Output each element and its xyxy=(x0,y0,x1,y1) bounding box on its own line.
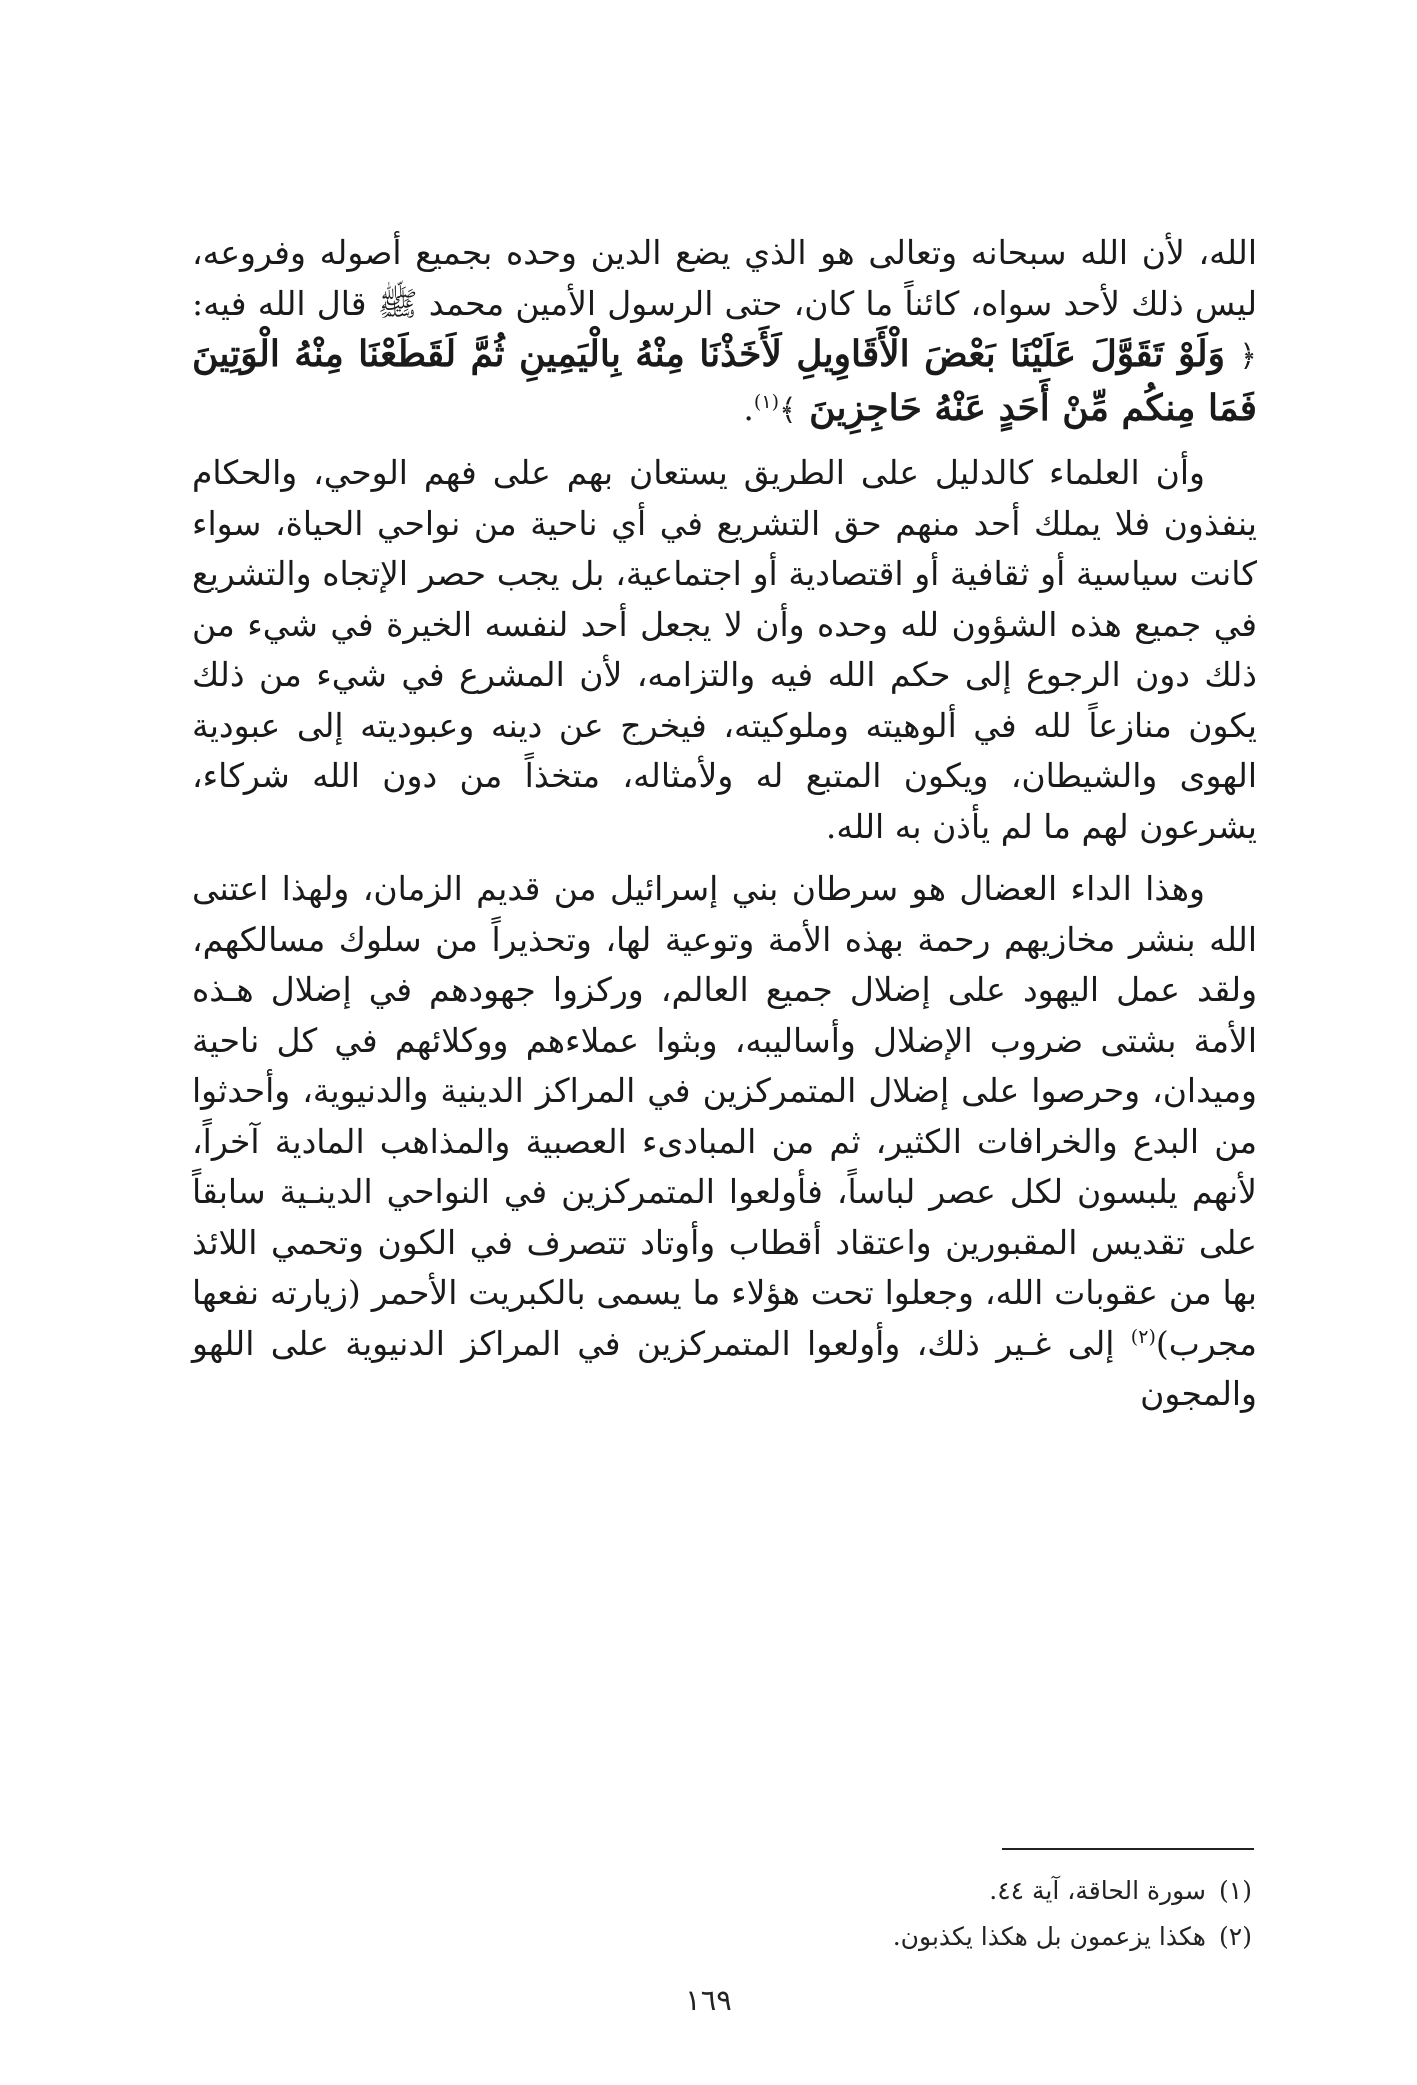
footnote-1 xyxy=(600,1868,1252,1914)
footnote-1-text: سورة الحاقة، آية ٤٤. xyxy=(989,1876,1206,1905)
footnotes xyxy=(600,1868,1252,1960)
footnote-divider xyxy=(1002,1848,1254,1850)
footnote-1-number: (١) xyxy=(1219,1876,1252,1905)
paragraph-2: وأن العلماء كالدليل على الطريق يستعان بهم على فهم الوحي، والحكام ينفذون فلا يملك أحد منهم حق التشريع في أي ناحية من نواحي الحياة، سواء كانت سياسية أو ثقافية أو اقتصادية أو اجتماعية، بل يجب حصر الإتجاه والتشريع في جميع هذه الشؤون لله وحده وأن لا يجعل أحد لنفسه الخيرة في شيء من ذلك دون الرجوع إلى حكم الله فيه والتزامه، لأن المشرع في شيء من ذلك يكون منازعاً لله في ألوهيته وملوكيته، فيخرج عن دينه وعبوديته إلى عبودية الهوى والشيطان، ويكون المتبع له ولأمثاله، متخذاً من دون الله شركاء، يشرعون لهم ما لم يأذن به الله. xyxy=(192,453,1257,846)
paragraph-1-end: . xyxy=(743,388,754,428)
paragraph-3 xyxy=(192,864,1257,1420)
paragraph-1-text: الله، لأن الله سبحانه وتعالى هو الذي يضع الدين وحده بجميع أصوله وفروعه، ليس ذلك لأحد سواه، كائناً ما كان، حتى الرسول الأمين محمد ﷺ قال الله فيه: xyxy=(192,233,1257,323)
footnote-2-number: (٢) xyxy=(1219,1922,1252,1951)
footnote-2-text: هكذا يزعمون بل هكذا يكذبون. xyxy=(892,1922,1206,1951)
body-text xyxy=(192,228,1257,1420)
paragraph-3-end: إلى غـير ذلك، وأولعوا المتمركزين في المراكز الدنيوية على اللهو والمجون xyxy=(192,1323,1257,1413)
paragraph-3-text: وهذا الداء العضال هو سرطان بني إسرائيل من قديم الزمان، ولهذا اعتنى الله بنشر مخازيهم رحمة بهذه الأمة وتوعية لها، وتحذيراً من سلوك مسالكهم، ولقد عمل اليهود على إضلال جميع العالم، وركزوا جهودهم في إضلال هـذه الأمة بشتى ضروب الإضلال وأساليبه، وبثوا عملاءهم ووكلائهم في كل ناحية وميدان، وحرصوا على إضلال المتمركزين في المراكز الدينية والدنيوية، وأحدثوا من البدع والخرافات الكثير، ثم من المبادىء العصبية والمذاهب المادية آخراً، لأنهم يلبسون لكل عصر لباساً، فأولعوا المتمركزين في النواحي الدينـية سابقاً على تقديس المقبورين واعتقاد أقطاب وأوتاد تتصرف في الكون وتحمي اللائذ بها من عقوبات الله، وجعلوا تحت هؤلاء ما يسمى بالكبريت الأحمر (زيارته نفعها مجرب) xyxy=(192,869,1257,1363)
footnote-2 xyxy=(600,1914,1252,1960)
paragraph-1 xyxy=(192,228,1257,436)
quran-open-bracket: ﴿ xyxy=(1239,339,1257,374)
footnote-ref-2[interactable]: (٢) xyxy=(1130,1325,1156,1348)
page-number: ١٦٩ xyxy=(685,1983,732,2017)
quran-verse: وَلَوْ تَقَوَّلَ عَلَيْنَا بَعْضَ الْأَقَاوِيلِ لَأَخَذْنَا مِنْهُ بِالْيَمِينِ ثُمَّ لَقَطَعْنَا مِنْهُ الْوَتِينَ فَمَا مِنكُم مِّنْ أَحَدٍ عَنْهُ حَاجِزِينَ xyxy=(192,333,1257,429)
quran-close-bracket: ﴾ xyxy=(778,392,797,428)
footnote-ref-1[interactable]: (١) xyxy=(753,390,779,413)
